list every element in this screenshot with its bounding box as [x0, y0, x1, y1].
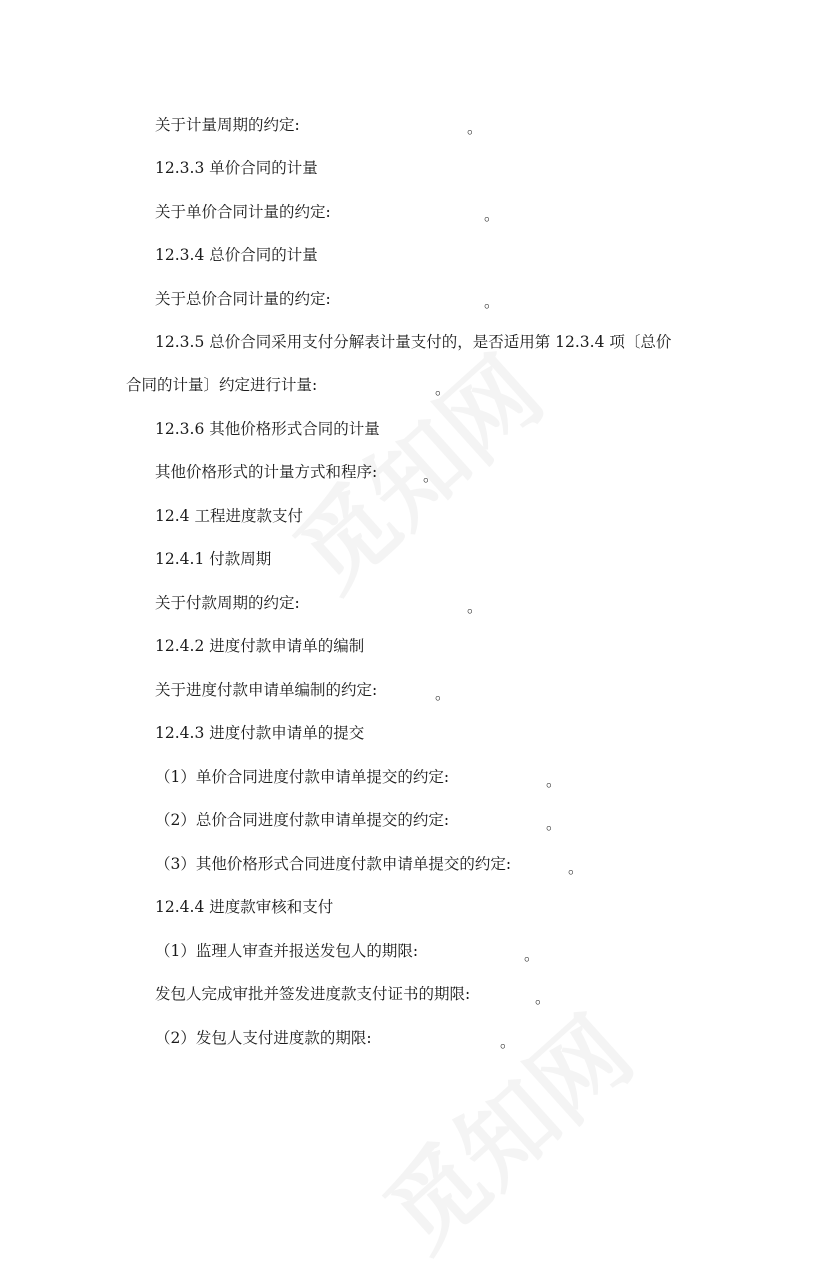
section-heading-12-3-4: 12.3.4 总价合同的计量	[155, 246, 318, 264]
section-heading-12-4-2: 12.4.2 进度付款申请单的编制	[155, 637, 365, 655]
section-heading-12-4-3: 12.4.3 进度付款申请单的提交	[155, 724, 365, 742]
period-mark: 。	[535, 989, 551, 1007]
unit-price-submission-agreement: （1）单价合同进度付款申请单提交的约定:	[155, 768, 450, 786]
period-mark: 。	[568, 859, 584, 877]
employer-payment-deadline: （2）发包人支付进度款的期限:	[155, 1029, 372, 1047]
payment-period-agreement: 关于付款周期的约定:	[155, 594, 300, 612]
section-paragraph-12-3-5-continued: 合同的计量〕约定进行计量:	[126, 376, 318, 394]
supervisor-review-deadline: （1）监理人审查并报送发包人的期限:	[155, 942, 419, 960]
period-mark: 。	[435, 685, 451, 703]
unit-price-measurement-agreement: 关于单价合同计量的约定:	[155, 203, 331, 221]
period-mark: 。	[467, 119, 483, 137]
period-mark: 。	[467, 598, 483, 616]
section-paragraph-12-3-5: 12.3.5 总价合同采用支付分解表计量支付的，是否适用第 12.3.4 项〔总价	[155, 333, 672, 351]
period-mark: 。	[546, 772, 562, 790]
section-heading-12-4-4: 12.4.4 进度款审核和支付	[155, 898, 334, 916]
section-heading-12-3-6: 12.3.6 其他价格形式合同的计量	[155, 420, 380, 438]
section-heading-12-3-3: 12.3.3 单价合同的计量	[155, 159, 318, 177]
period-mark: 。	[423, 467, 439, 485]
watermark	[351, 981, 657, 1276]
employer-approval-deadline: 发包人完成审批并签发进度款支付证书的期限:	[155, 985, 471, 1003]
period-mark: 。	[435, 380, 451, 398]
section-heading-12-4-1: 12.4.1 付款周期	[155, 550, 272, 568]
period-mark: 。	[546, 815, 562, 833]
measurement-period-agreement: 关于计量周期的约定:	[155, 116, 300, 134]
section-heading-12-4: 12.4 工程进度款支付	[155, 507, 303, 525]
period-mark: 。	[524, 946, 540, 964]
lump-sum-measurement-agreement: 关于总价合同计量的约定:	[155, 290, 331, 308]
period-mark: 。	[500, 1033, 516, 1051]
period-mark: 。	[484, 293, 500, 311]
lump-sum-submission-agreement: （2）总价合同进度付款申请单提交的约定:	[155, 811, 450, 829]
other-price-measurement-method: 其他价格形式的计量方式和程序:	[155, 463, 378, 481]
other-price-submission-agreement: （3）其他价格形式合同进度付款申请单提交的约定:	[155, 855, 512, 873]
period-mark: 。	[484, 206, 500, 224]
progress-application-compilation-agreement: 关于进度付款申请单编制的约定:	[155, 681, 378, 699]
